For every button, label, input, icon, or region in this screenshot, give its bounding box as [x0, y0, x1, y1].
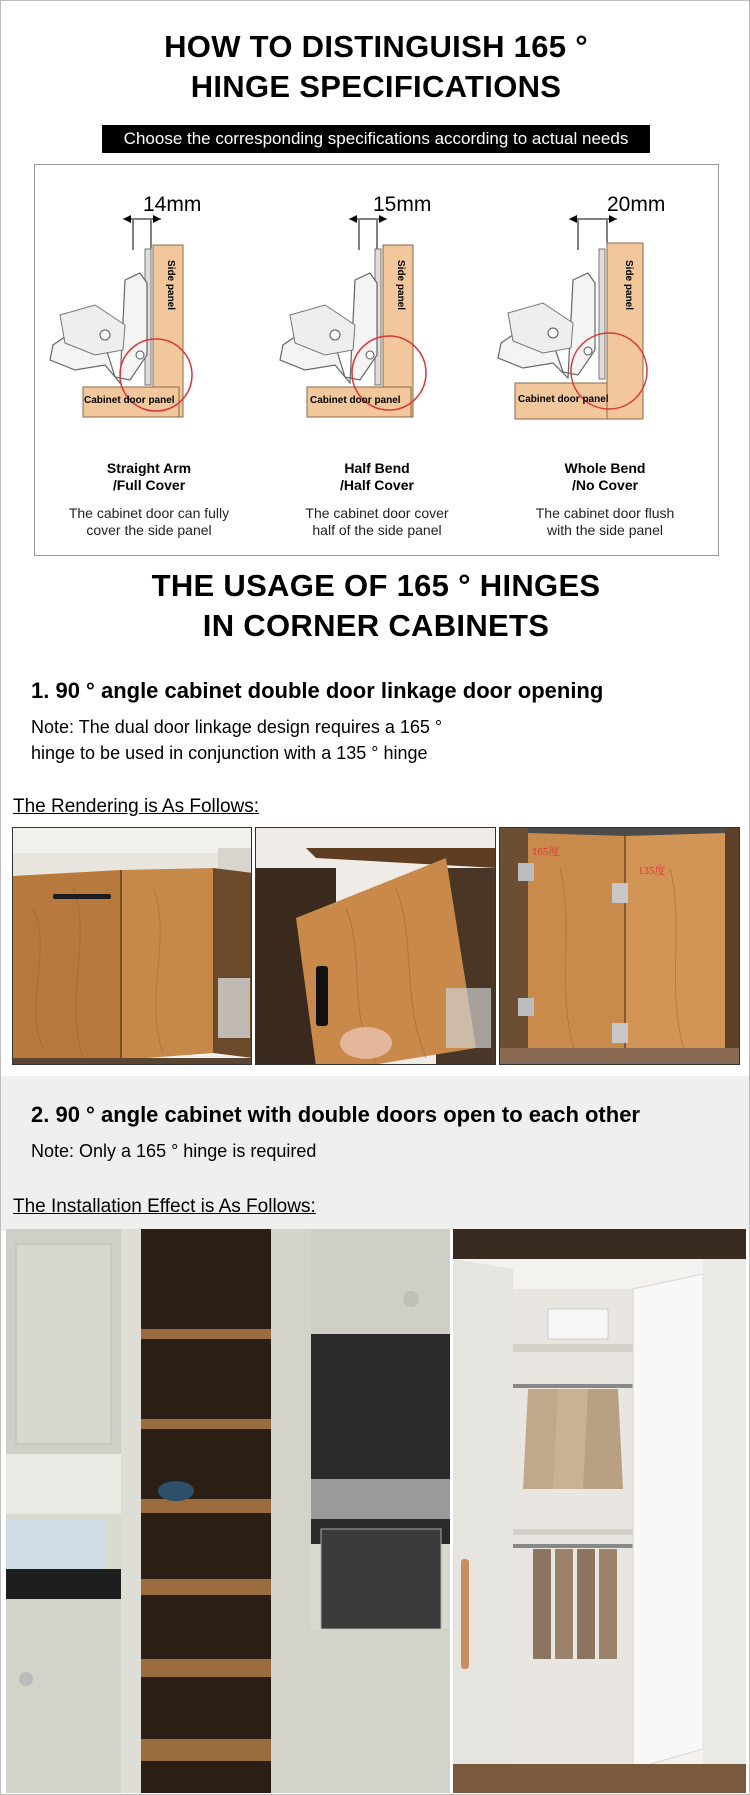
hinge-diagram-whole: [491, 165, 719, 455]
door-panel-label: Cabinet door panel: [518, 394, 609, 405]
spec-desc-line-1: The cabinet door can fully: [68, 505, 230, 521]
installation-subheading: The Installation Effect is As Follows:: [13, 1196, 316, 1217]
spec-desc: [491, 505, 719, 539]
spec-panel: [34, 164, 719, 556]
section-2-heading: 2. 90 ° angle cabinet with double doors open to each other: [31, 1102, 640, 1127]
section-1-note-line-2: hinge to be used in conjunction with a 135 ° hinge: [31, 743, 428, 763]
spec-half-bend: [263, 165, 491, 557]
spec-name-line-2: /No Cover: [571, 477, 639, 493]
distance-label: 15mm: [373, 193, 432, 216]
door-panel-label: Cabinet door panel: [310, 395, 401, 406]
side-panel-label: Side panel: [165, 260, 176, 311]
spec-desc: [35, 505, 263, 539]
spec-whole-bend: [491, 165, 719, 557]
corner-cabinet-closed-image: [13, 828, 252, 1065]
usage-title-line-1: THE USAGE OF 165 ° HINGES: [151, 568, 601, 603]
spec-name-line-2: /Half Cover: [340, 477, 414, 493]
subtitle-banner: Choose the corresponding specifications according to actual needs: [102, 125, 650, 153]
spec-desc-line-2: cover the side panel: [86, 522, 212, 538]
spec-name-line-1: Straight Arm: [106, 460, 192, 476]
installation-photo-1: [6, 1229, 450, 1793]
distance-label: 20mm: [607, 193, 666, 216]
spec-desc-line-2: half of the side panel: [312, 522, 442, 538]
kitchen-corner-cabinet-image: [6, 1229, 450, 1793]
spec-desc-line-1: The cabinet door flush: [535, 505, 675, 521]
spec-desc-line-1: The cabinet door cover: [305, 505, 449, 521]
corner-cabinet-opening-image: [256, 828, 496, 1065]
rendering-photo-1: [12, 827, 252, 1065]
spec-name: [263, 460, 491, 494]
page-title: [1, 27, 750, 107]
spec-desc-line-2: with the side panel: [547, 522, 663, 538]
side-panel-label: Side panel: [623, 260, 634, 311]
spec-name: [491, 460, 719, 494]
hinge-label-135: 135度: [638, 865, 666, 877]
usage-title: [1, 566, 750, 646]
side-panel-label: Side panel: [395, 260, 406, 311]
spec-straight-arm: [35, 165, 263, 557]
rendering-photo-3: [499, 827, 740, 1065]
spec-name-line-1: Half Bend: [344, 460, 410, 476]
usage-title-line-2: IN CORNER CABINETS: [202, 608, 550, 643]
spec-name-line-2: /Full Cover: [112, 477, 186, 493]
installation-photo-2: [453, 1229, 746, 1793]
corner-cabinet-hinges-image: [500, 828, 740, 1065]
section-2-note: Note: Only a 165 ° hinge is required: [31, 1141, 317, 1161]
title-line-2: HINGE SPECIFICATIONS: [190, 69, 562, 104]
spec-name-line-1: Whole Bend: [564, 460, 646, 476]
section-1-heading: 1. 90 ° angle cabinet double door linkage door opening: [31, 678, 604, 703]
rendering-subheading: The Rendering is As Follows:: [13, 796, 260, 817]
rendering-photo-2: [255, 827, 496, 1065]
wardrobe-corner-cabinet-image: [453, 1229, 746, 1793]
spec-name: [35, 460, 263, 494]
distance-label: 14mm: [143, 193, 202, 216]
spec-desc: [263, 505, 491, 539]
hinge-label-165: 165度: [532, 846, 560, 858]
section-1-note-line-1: Note: The dual door linkage design requires a 165 °: [31, 717, 443, 737]
section-1-note: [31, 714, 442, 766]
title-line-1: HOW TO DISTINGUISH 165 °: [164, 29, 588, 64]
door-panel-label: Cabinet door panel: [84, 395, 175, 406]
